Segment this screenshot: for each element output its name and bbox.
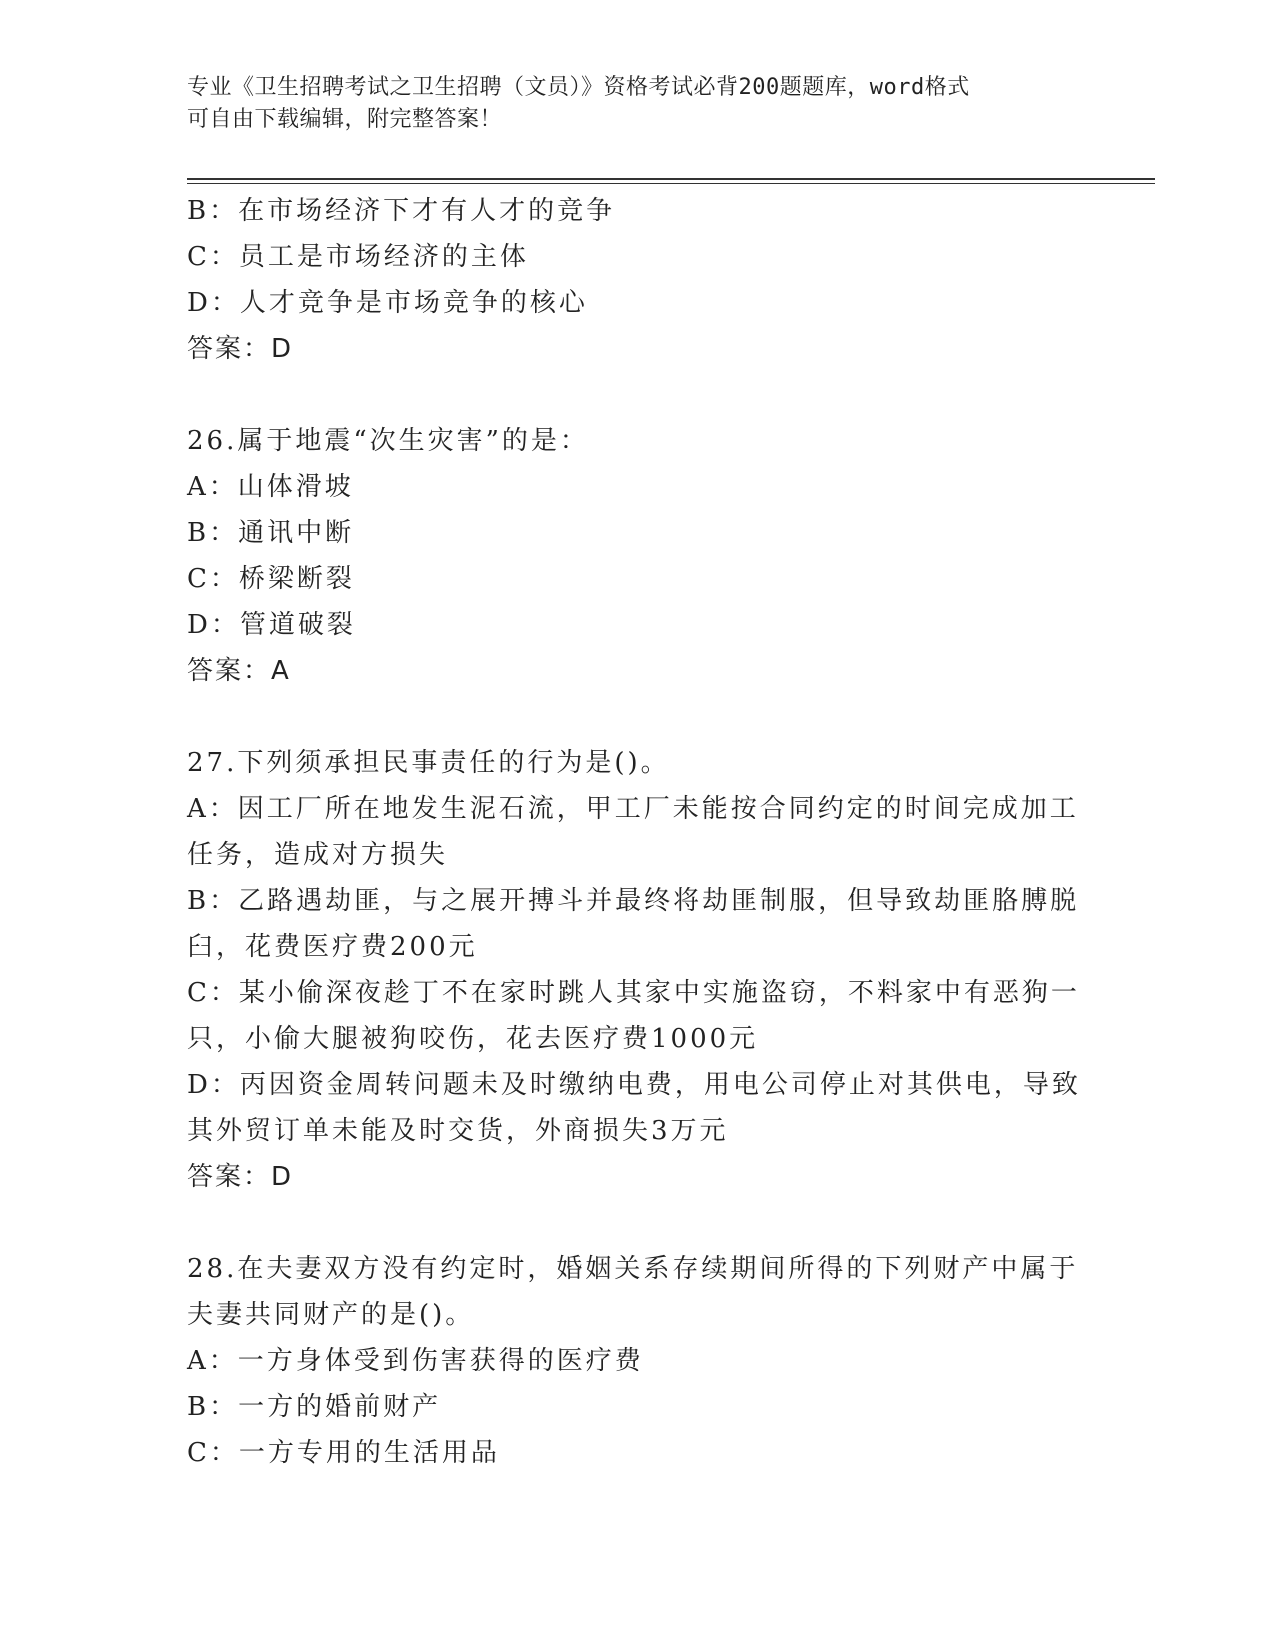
q27-question: 27.下列须承担民事责任的行为是()。 xyxy=(187,748,670,778)
document-header xyxy=(187,72,1067,136)
question-27-block xyxy=(187,740,1087,1200)
q25-option-d: D：人才竞争是市场竞争的核心 xyxy=(187,288,588,318)
q27-option-b-line-1: B：乙路遇劫匪，与之展开搏斗并最终将劫匪制服，但导致劫匪胳膊脱 xyxy=(187,886,1080,916)
spacer xyxy=(187,694,1087,740)
q26-question: 26.属于地震“次生灾害”的是： xyxy=(187,426,589,456)
q26-answer: 答案：A xyxy=(187,656,291,686)
q27-option-c-line-1: C：某小偷深夜趁丁不在家时跳人其家中实施盗窃，不料家中有恶狗一 xyxy=(187,978,1080,1008)
question-28-block xyxy=(187,1246,1087,1476)
q28-option-c: C：一方专用的生活用品 xyxy=(187,1438,500,1468)
q27-option-a-line-1: A：因工厂所在地发生泥石流，甲工厂未能按合同约定的时间完成加工 xyxy=(187,794,1079,824)
q26-option-c: C：桥梁断裂 xyxy=(187,564,355,594)
q27-answer: 答案：D xyxy=(187,1162,294,1192)
spacer xyxy=(187,372,1087,418)
q28-option-b: B：一方的婚前财产 xyxy=(187,1392,442,1422)
question-list xyxy=(187,188,1087,1476)
q25-answer: 答案：D xyxy=(187,334,294,364)
q28-question-line-1: 28.在夫妻双方没有约定时，婚姻关系存续期间所得的下列财产中属于 xyxy=(187,1254,1079,1284)
question-25-block xyxy=(187,188,1087,372)
header-title-line-2: 可自由下载编辑，附完整答案！ xyxy=(187,107,503,132)
q26-option-a: A：山体滑坡 xyxy=(187,472,354,502)
q25-option-c: C：员工是市场经济的主体 xyxy=(187,242,529,272)
question-26-block xyxy=(187,418,1087,694)
q27-option-d-line-1: D：丙因资金周转问题未及时缴纳电费，用电公司停止对其供电，导致 xyxy=(187,1070,1081,1100)
q27-option-b-line-2: 臼，花费医疗费200元 xyxy=(187,932,478,962)
q27-option-d-line-2: 其外贸订单未能及时交货，外商损失3万元 xyxy=(187,1116,729,1146)
q26-option-d: D：管道破裂 xyxy=(187,610,356,640)
header-divider-thick xyxy=(187,178,1155,180)
header-title-line-1: 专业《卫生招聘考试之卫生招聘（文员）》资格考试必背200题题库，word格式 xyxy=(187,75,970,100)
q27-option-c-line-2: 只，小偷大腿被狗咬伤，花去医疗费1000元 xyxy=(187,1024,759,1054)
q25-option-b: B：在市场经济下才有人才的竞争 xyxy=(187,196,616,226)
q28-option-a: A：一方身体受到伤害获得的医疗费 xyxy=(187,1346,644,1376)
spacer xyxy=(187,1200,1087,1246)
q28-question-line-2: 夫妻共同财产的是()。 xyxy=(187,1300,475,1330)
q26-option-b: B：通讯中断 xyxy=(187,518,355,548)
header-divider-thin xyxy=(187,183,1155,184)
q27-option-a-line-2: 任务，造成对方损失 xyxy=(187,840,449,870)
